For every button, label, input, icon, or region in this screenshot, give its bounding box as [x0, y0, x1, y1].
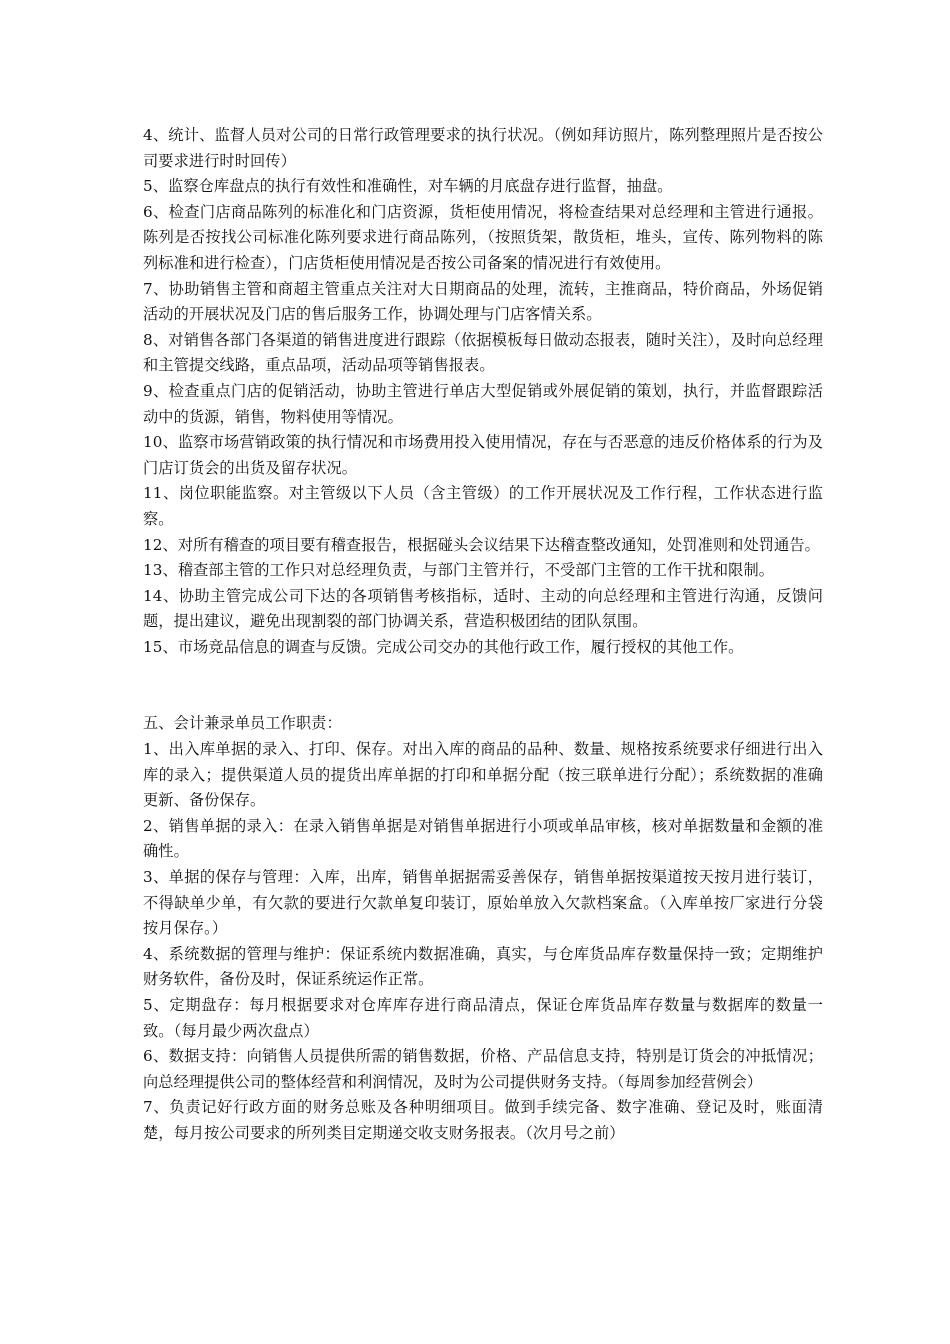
section-four-item-15: 15、市场竞品信息的调查与反馈。完成公司交办的其他行政工作，履行授权的其他工作。: [143, 637, 744, 656]
document-page: [143, 123, 823, 1147]
section-four-item-10: 10、监察市场营销政策的执行情况和市场费用投入使用情况，存在与否恶意的违反价格体系的行为及门店订货会的出货及留存状况。: [143, 433, 823, 477]
section-four-item-5: 5、监察仓库盘点的执行有效性和准确性，对车辆的月底盘存进行监督，抽盘。: [143, 177, 673, 196]
section-four-item-14: 14、协助主管完成公司下达的各项销售考核指标，适时、主动的向总经理和主管进行沟通，反馈问题，提出建议，避免出现割裂的部门协调关系，营造积极团结的团队氛围。: [143, 586, 823, 631]
section-five-item-5: 5、定期盘存：每月根据要求对仓库库存进行商品清点，保证仓库货品库存数量与数据库的数量一致。（每月最少两次盘点）: [143, 996, 823, 1040]
section-five-item-7: 7、负责记好行政方面的财务总账及各种明细项目。做到手续完备、数字准确、登记及时，账面清楚，每月按公司要求的所列类目定期递交收支财务报表。（次月号之前）: [143, 1098, 823, 1142]
section-five-item-4: 4、系统数据的管理与维护：保证系统内数据准确，真实，与仓库货品库存数量保持一致；定期维护财务软件，备份及时，保证系统运作正常。: [143, 944, 823, 989]
section-four-item-13: 13、稽查部主管的工作只对总经理负责，与部门主管并行，不受部门主管的工作干扰和限制。: [143, 561, 775, 580]
section-five-item-2: 2、销售单据的录入：在录入销售单据是对销售单据进行小项或单品审核，核对单据数量和金额的准确性。: [143, 816, 823, 861]
section-five-item-1: 1、出入库单据的录入、打印、保存。对出入库的商品的品种、数量、规格按系统要求仔细进行出入库的录入；提供渠道人员的提货出库单据的打印和单据分配（按三联单进行分配）；系统数据的准确更新、备份保存。: [143, 740, 823, 810]
section-four-item-11: 11、岗位职能监察。对主管级以下人员（含主管级）的工作开展状况及工作行程，工作状态进行监察。: [143, 484, 823, 528]
section-four-item-7: 7、协助销售主管和商超主管重点关注对大日期商品的处理，流转，主推商品，特价商品，外场促销活动的开展状况及门店的售后服务工作，协调处理与门店客情关系。: [143, 279, 823, 324]
section-five-item-6: 6、数据支持：向销售人员提供所需的销售数据，价格、产品信息支持，特别是订货会的冲抵情况；向总经理提供公司的整体经营和利润情况，及时为公司提供财务支持。（每周参加经营例会）: [143, 1047, 823, 1091]
section-four-item-9: 9、检查重点门店的促销活动，协助主管进行单店大型促销或外展促销的策划，执行，并监督跟踪活动中的货源，销售，物料使用等情况。: [143, 381, 823, 426]
section-four-item-4: 4、统计、监督人员对公司的日常行政管理要求的执行状况。（例如拜访照片，陈列整理照片是否按公司要求进行时时回传）: [143, 126, 823, 170]
section-four-item-6: 6、检查门店商品陈列的标准化和门店资源，货柜使用情况，将检查结果对总经理和主管进行通报。陈列是否按找公司标准化陈列要求进行商品陈列，（按照货架，散货柜，堆头，宣传、陈列物料的陈列标准和进行检查），门店货柜使用情况是否按公司备案的情况进行有效使用。: [143, 202, 823, 272]
section-five-item-3: 3、单据的保存与管理：入库，出库，销售单据据需妥善保存，销售单据按渠道按天按月进行装订，不得缺单少单，有欠款的要进行欠款单复印装订，原始单放入欠款档案盒。（入库单按厂家进行分袋按月保存。）: [143, 868, 823, 938]
section-four-item-12: 12、对所有稽查的项目要有稽查报告，根据碰头会议结果下达稽查整改通知，处罚准则和处罚通告。: [143, 535, 820, 554]
section-five-heading: 五、会计兼录单员工作职责：: [143, 714, 342, 733]
section-four-item-8: 8、对销售各部门各渠道的销售进度进行跟踪（依据模板每日做动态报表，随时关注），及时向总经理和主管提交线路，重点品项，活动品项等销售报表。: [143, 330, 823, 375]
section-spacer: [143, 660, 823, 711]
